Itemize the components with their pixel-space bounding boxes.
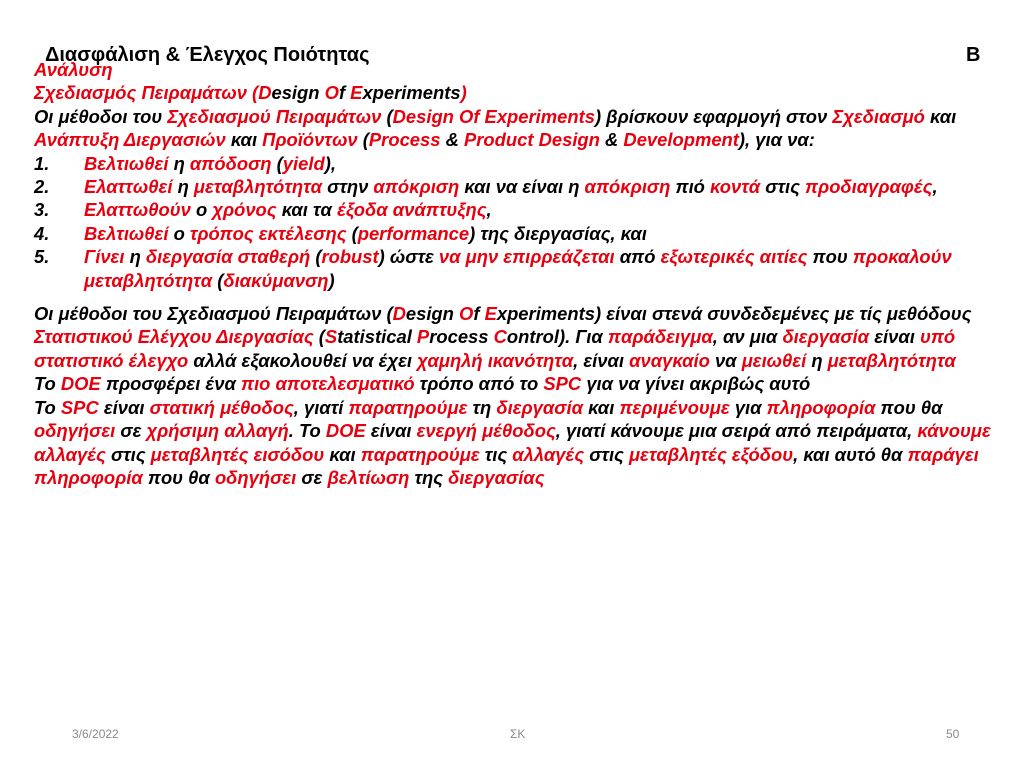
highlight-text: Σχεδιασμό <box>832 105 925 127</box>
body-text: η <box>124 246 146 268</box>
highlight-text: Process <box>368 129 441 151</box>
highlight-text: E <box>484 303 497 325</box>
body-text: ) βρίσκουν εφαρμογή στον <box>594 105 833 127</box>
body-text: σε <box>115 420 147 442</box>
spc-static-paragraph <box>34 396 994 490</box>
body-text: ο <box>190 199 213 221</box>
doe-spc-paragraph <box>34 302 994 372</box>
heading-doe-part: ) <box>460 82 467 104</box>
highlight-text: performance <box>357 222 470 244</box>
body-text: αλλά εξακολουθεί να έχει <box>188 349 418 371</box>
list-number: 2. <box>34 176 50 198</box>
list-text <box>84 199 492 220</box>
highlight-text: οδηγήσει <box>34 420 116 442</box>
body-text: Το <box>34 373 61 395</box>
highlight-text: βελτίωση <box>327 466 410 488</box>
body-text: ( <box>313 326 325 348</box>
highlight-text: να μην επιρρεάζεται <box>438 246 615 268</box>
body-text: για <box>729 396 767 418</box>
heading-doe-part: f <box>338 82 351 104</box>
body-text: και <box>924 105 957 127</box>
highlight-text: μεταβλητές εξόδου <box>628 443 794 465</box>
body-text: ( <box>346 222 358 244</box>
highlight-text: SPC <box>543 373 582 395</box>
highlight-text: παρατηρούμε <box>360 443 480 465</box>
body-text: rocess <box>429 326 494 348</box>
highlight-text: αλλαγές <box>512 443 585 465</box>
highlight-text: Σχεδιασμού Πειραμάτων <box>167 105 382 127</box>
list-item <box>34 175 994 198</box>
body-text: f <box>473 303 485 325</box>
body-text: & <box>599 129 624 151</box>
highlight-text: πληροφορία <box>766 396 876 418</box>
body-text: σε <box>296 466 328 488</box>
highlight-text: Ανάπτυξη Διεργασιών <box>34 129 226 151</box>
body-text: ) ώστε <box>378 246 439 268</box>
highlight-text: DOE <box>325 420 366 442</box>
heading-doe-part: D <box>258 82 272 104</box>
body-text: και <box>324 443 361 465</box>
body-text: , <box>486 199 492 221</box>
highlight-text: διεργασία σταθερή <box>145 246 311 268</box>
body-text: Οι μέθοδοι του <box>34 105 168 127</box>
body-text: . Το <box>288 420 326 442</box>
body-text: της <box>409 466 449 488</box>
highlight-text: SPC <box>60 396 99 418</box>
list-number: 3. <box>34 199 50 221</box>
highlight-text: μεταβλητότητα <box>193 176 323 198</box>
highlight-text: κοντά <box>710 176 761 198</box>
list-item <box>34 245 994 292</box>
body-text: και <box>582 396 620 418</box>
heading-doe-part: xperiments <box>362 82 461 104</box>
slide-title: Διασφάλιση & Έλεγχος Ποιότητας <box>45 44 370 66</box>
body-text: ο <box>168 222 190 244</box>
highlight-text: τρόπος εκτέλεσης <box>189 222 347 244</box>
highlight-text: χρήσιμη αλλαγή <box>146 420 289 442</box>
highlight-text: O <box>459 303 474 325</box>
body-text: που θα <box>875 396 943 418</box>
body-text: ( <box>310 246 322 268</box>
heading-doe-part: E <box>350 82 363 104</box>
paragraph-gap <box>34 292 994 302</box>
body-text: tatistical <box>337 326 417 348</box>
highlight-text: ενεργή μέθοδος <box>416 420 556 442</box>
list-text <box>84 176 938 197</box>
body-text: Οι μέθοδοι του Σχεδιασμού Πειραμάτων ( <box>34 303 393 325</box>
highlight-text: S <box>324 326 338 348</box>
body-text: ) της διεργασίας, και <box>469 222 647 244</box>
heading-doe-part: Σχεδιασμός Πειραμάτων ( <box>34 82 259 104</box>
body-text: ( <box>357 129 369 151</box>
body-text: να <box>709 349 742 371</box>
slide-section-letter: B <box>966 44 981 66</box>
body-text: & <box>440 129 464 151</box>
body-text: Το <box>34 396 61 418</box>
highlight-text: απόδοση <box>189 152 272 174</box>
highlight-text: απόκριση <box>373 176 460 198</box>
list-text <box>84 223 647 244</box>
body-text: και <box>225 129 263 151</box>
highlight-text: υπό στατιστικό έλεγχο <box>34 326 956 371</box>
body-text: που θα <box>142 466 215 488</box>
list-item <box>34 198 994 221</box>
body-text: η <box>806 349 828 371</box>
heading-analysis: Ανάλυση <box>34 59 113 80</box>
body-text: η <box>168 152 190 174</box>
footer-date: 3/6/2022 <box>72 727 119 741</box>
highlight-text: Βελτιωθεί <box>84 152 169 174</box>
body-text: είναι <box>365 420 417 442</box>
highlight-text: στατική μέθοδος <box>149 396 294 418</box>
list-number: 4. <box>34 222 50 244</box>
highlight-text: μεταβλητές εισόδου <box>150 443 325 465</box>
highlight-text: διεργασία <box>782 326 870 348</box>
body-text: στην <box>322 176 374 198</box>
list-number: 5. <box>34 246 50 268</box>
body-text: xperiments) είναι στενά συνδεδεμένες με τίς μεθόδους <box>496 303 972 325</box>
highlight-text: Product Design <box>464 129 600 151</box>
highlight-text: C <box>493 326 507 348</box>
highlight-text: Ελαττωθούν <box>84 199 191 221</box>
body-text: τη <box>467 396 497 418</box>
body-text: από <box>614 246 661 268</box>
heading-doe-part: O <box>324 82 339 104</box>
body-text: , είναι <box>573 349 630 371</box>
body-text: , <box>932 176 938 198</box>
highlight-text: αναγκαίο <box>629 349 710 371</box>
highlight-text: Προϊόντων <box>262 129 358 151</box>
highlight-text: παράδειγμα <box>607 326 713 348</box>
highlight-text: χρόνος <box>212 199 277 221</box>
body-text: πιό <box>670 176 711 198</box>
list-item <box>34 152 994 175</box>
body-text: και να είναι η <box>459 176 585 198</box>
highlight-text: Development <box>623 129 739 151</box>
list-text <box>84 246 952 290</box>
body-text: ), για να: <box>738 129 815 151</box>
highlight-text: Design Of Experiments <box>392 105 595 127</box>
highlight-text: περιμένουμε <box>619 396 730 418</box>
highlight-text: παράγει πληροφορία <box>34 443 979 488</box>
body-text: είναι <box>98 396 150 418</box>
highlight-text: μειωθεί <box>741 349 807 371</box>
body-text: η <box>172 176 194 198</box>
body-text: για να γίνει ακριβώς αυτό <box>581 373 811 395</box>
body-text: , γιατί κάνουμε μια σειρά από πειράματα, <box>555 420 918 442</box>
heading-doe-part: esign <box>271 82 325 104</box>
highlight-text: διεργασία <box>496 396 583 418</box>
body-text: , και αυτό θα <box>793 443 908 465</box>
body-text: , αν μια <box>712 326 783 348</box>
body-text: στις <box>105 443 151 465</box>
body-text: τρόπο από το <box>414 373 544 395</box>
highlight-text: προδιαγραφές <box>804 176 933 198</box>
footer-page-number: 50 <box>946 727 960 741</box>
highlight-text: οδηγήσει <box>214 466 297 488</box>
highlight-text: κάνουμε αλλαγές <box>34 420 991 465</box>
highlight-text: μεταβλητότητα <box>827 349 956 371</box>
list-text <box>84 153 336 174</box>
body-text: που <box>807 246 853 268</box>
highlight-text: Στατιστικού Ελέγχου Διεργασίας <box>34 326 314 348</box>
list-item <box>34 222 994 245</box>
highlight-text: P <box>416 326 430 348</box>
body-text: ( <box>271 152 283 174</box>
body-text: , γιατί <box>293 396 349 418</box>
goals-list <box>34 152 994 292</box>
highlight-text: D <box>392 303 406 325</box>
highlight-text: χαμηλή ικανότητα <box>417 349 574 371</box>
body-text: και τα <box>276 199 338 221</box>
highlight-text: διακύμανση <box>223 269 329 291</box>
highlight-text: παρατηρούμε <box>348 396 468 418</box>
footer-author: ΣΚ <box>510 727 526 741</box>
highlight-text: Γίνει <box>84 246 125 268</box>
highlight-text: πιο αποτελεσματικό <box>240 373 415 395</box>
body-text: ( <box>381 105 393 127</box>
highlight-text: DOE <box>60 373 101 395</box>
heading-doe <box>34 81 994 104</box>
highlight-text: προκαλούν μεταβλητότητα <box>84 246 952 291</box>
doe-offers-paragraph <box>34 372 994 395</box>
body-text: esign <box>405 303 460 325</box>
body-text: είναι <box>869 326 920 348</box>
body-text: ) <box>328 269 335 291</box>
highlight-text: robust <box>321 246 379 268</box>
highlight-text: απόκριση <box>584 176 671 198</box>
highlight-text: yield <box>282 152 325 174</box>
body-text: τις <box>479 443 513 465</box>
highlight-text: Ελαττωθεί <box>84 176 173 198</box>
body-text: στις <box>760 176 805 198</box>
body-text: ontrol). Για <box>506 326 608 348</box>
body-text: προσφέρει ένα <box>100 373 241 395</box>
intro-paragraph <box>34 105 994 152</box>
body-text: στις <box>584 443 629 465</box>
body-text: ), <box>324 152 336 174</box>
highlight-text: διεργασίας <box>448 466 545 488</box>
highlight-text: έξοδα ανάπτυξης <box>337 199 487 221</box>
highlight-text: Βελτιωθεί <box>84 222 169 244</box>
slide-body <box>34 58 994 489</box>
list-number: 1. <box>34 152 50 174</box>
highlight-text: εξωτερικές αιτίες <box>660 246 808 268</box>
body-text: ( <box>212 269 224 291</box>
